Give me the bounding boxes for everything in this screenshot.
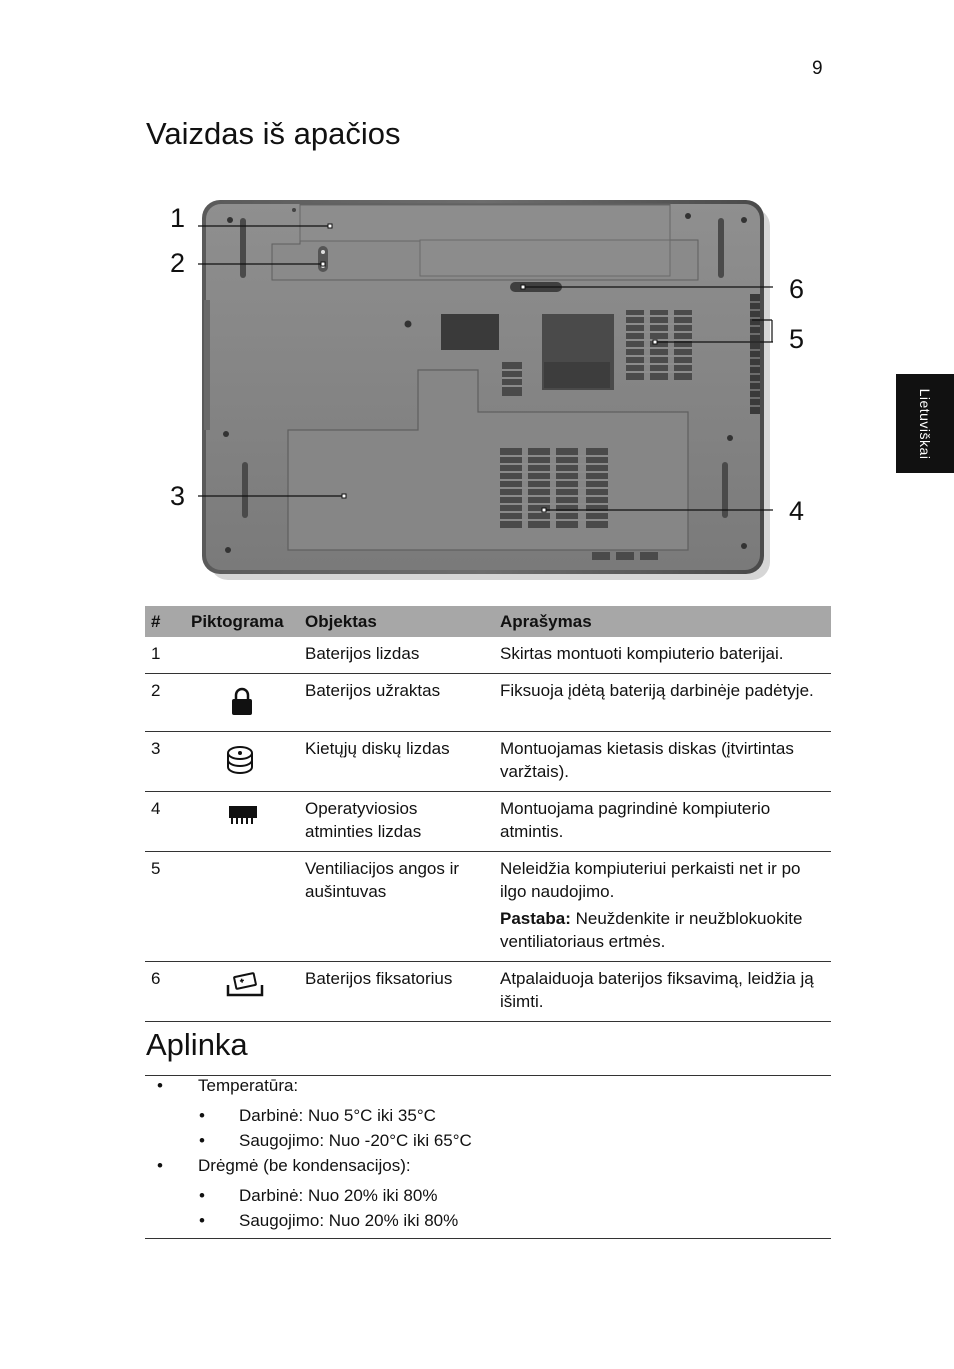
bullet-dot: • — [199, 1131, 205, 1150]
list-subitem: Saugojimo: Nuo -20°C iki 65°C — [239, 1131, 472, 1150]
row-number: 1 — [145, 637, 185, 674]
note-label: Pastaba: — [500, 909, 571, 928]
bullet-dot: • — [157, 1156, 163, 1175]
row-object: Baterijos užraktas — [299, 674, 494, 732]
row-object: Kietųjų diskų lizdas — [299, 732, 494, 792]
laptop-bottom-illustration — [140, 190, 830, 590]
row-description: Montuojamas kietasis diskas (įtvirtintas varžtais). — [494, 732, 831, 792]
row-number: 3 — [145, 732, 185, 792]
section-title-environment: Aplinka — [146, 1027, 248, 1062]
header-icon: Piktograma — [185, 606, 299, 637]
row-note — [500, 907, 825, 953]
table-header-row — [145, 606, 831, 637]
table-row — [145, 732, 831, 792]
callout-1: 1 — [170, 203, 186, 233]
row-number: 6 — [145, 962, 185, 1022]
lock-icon — [227, 685, 257, 717]
language-side-tab-label: Lietuviškai — [917, 388, 933, 459]
header-description: Aprašymas — [494, 606, 831, 637]
row-description: Fiksuoja įdėtą bateriją darbinėje padėtyje. — [494, 674, 831, 732]
row-description: Montuojama pagrindinė kompiuterio atmintis. — [494, 792, 831, 852]
bullet-dot: • — [199, 1106, 205, 1125]
language-side-tab — [896, 374, 954, 473]
page-number: 9 — [812, 58, 823, 79]
row-description-cell — [494, 852, 831, 962]
section-title-bottom-view: Vaizdas iš apačios — [146, 116, 401, 151]
bullet-dot: • — [199, 1211, 205, 1230]
note-text: Neuždenkite ir neužblokuokite ventiliatoriaus ertmės. — [500, 909, 803, 951]
bullet-dot: • — [157, 1076, 163, 1095]
row-object: Operatyviosios atminties lizdas — [299, 792, 494, 852]
table-row — [145, 792, 831, 852]
callout-6: 6 — [789, 274, 805, 304]
row-icon-cell — [185, 962, 299, 1022]
memory-icon — [227, 803, 261, 827]
row-object: Baterijos lizdas — [299, 637, 494, 674]
row-icon-cell — [185, 732, 299, 792]
hard-disk-icon — [225, 743, 257, 777]
list-subitem: Darbinė: Nuo 20% iki 80% — [239, 1186, 438, 1205]
list-item-temperature: Temperatūra: — [198, 1076, 299, 1095]
header-object: Objektas — [299, 606, 494, 637]
callout-3: 3 — [170, 481, 186, 511]
battery-release-icon — [225, 971, 265, 1001]
list-subitem: Darbinė: Nuo 5°C iki 35°C — [239, 1106, 436, 1125]
list-item-humidity: Drėgmė (be kondensacijos): — [198, 1156, 411, 1175]
list-subitem: Saugojimo: Nuo 20% iki 80% — [239, 1211, 459, 1230]
row-description: Neleidžia kompiuteriui perkaisti net ir po ilgo naudojimo. — [500, 859, 801, 901]
row-description: Skirtas montuoti kompiuterio baterijai. — [494, 637, 831, 674]
row-icon-cell — [185, 637, 299, 674]
row-icon-cell — [185, 674, 299, 732]
row-number: 4 — [145, 792, 185, 852]
row-object: Ventiliacijos angos ir aušintuvas — [299, 852, 494, 962]
table-row — [145, 637, 831, 674]
callout-5: 5 — [789, 324, 805, 354]
table-row — [145, 962, 831, 1022]
callout-2: 2 — [170, 248, 186, 278]
row-number: 5 — [145, 852, 185, 962]
components-table — [145, 606, 831, 1022]
section-divider-bottom — [145, 1238, 831, 1239]
row-icon-cell — [185, 792, 299, 852]
bullet-dot: • — [199, 1186, 205, 1205]
header-number: # — [145, 606, 185, 637]
callout-4: 4 — [789, 496, 805, 526]
row-description: Atpalaiduoja baterijos fiksavimą, leidžia ją išimti. — [494, 962, 831, 1022]
row-icon-cell — [185, 852, 299, 962]
row-object: Baterijos fiksatorius — [299, 962, 494, 1022]
table-row — [145, 674, 831, 732]
table-row — [145, 852, 831, 962]
row-number: 2 — [145, 674, 185, 732]
